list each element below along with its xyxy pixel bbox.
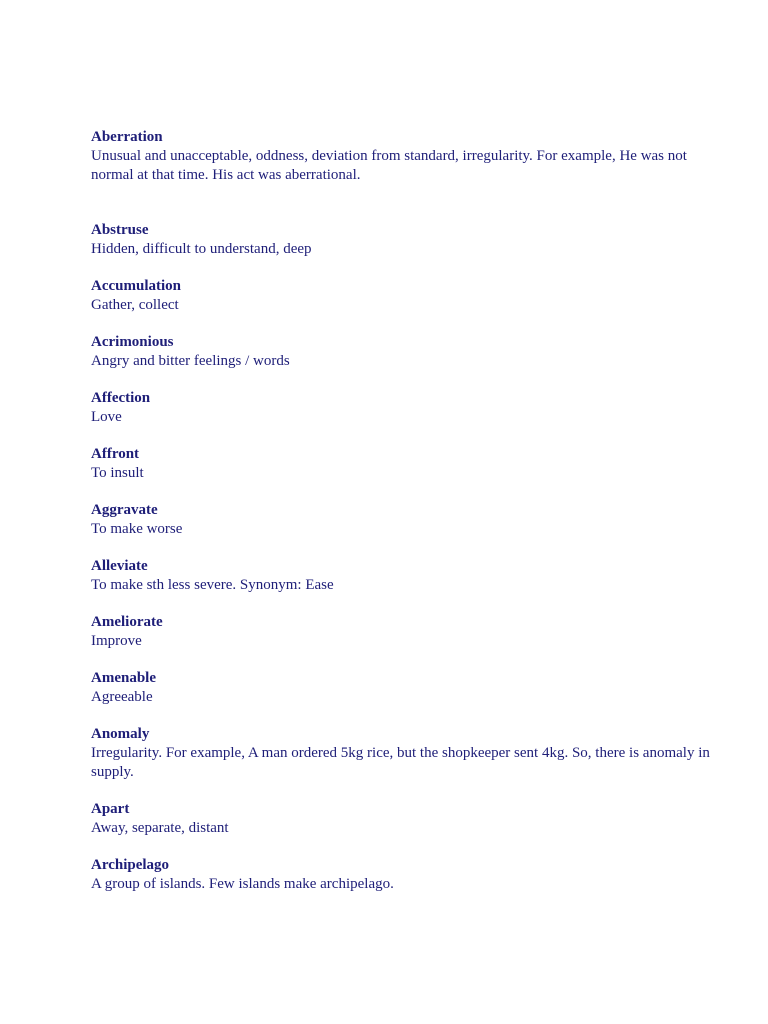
entry-affection — [91, 389, 731, 427]
entry-aberration — [91, 128, 731, 185]
term: Amenable — [91, 670, 156, 686]
term: Alleviate — [91, 558, 148, 574]
definition: Away, separate, distant — [91, 820, 229, 836]
term: Aggravate — [91, 502, 158, 518]
term: Affection — [91, 390, 151, 406]
definition: Angry and bitter feelings / words — [91, 353, 290, 369]
definition: Agreeable — [91, 689, 153, 705]
entry-accumulation — [91, 277, 731, 315]
definition: A group of islands. Few islands make archipelago. — [91, 876, 394, 892]
term: Archipelago — [91, 857, 170, 873]
term: Anomaly — [91, 726, 150, 742]
entry-aggravate — [91, 501, 731, 539]
definition: Love — [91, 409, 122, 425]
entry-apart — [91, 800, 731, 838]
definition: To insult — [91, 465, 144, 481]
term: Aberration — [91, 129, 163, 145]
definition: To make sth less severe. Synonym: Ease — [91, 577, 334, 593]
entry-acrimonious — [91, 333, 731, 371]
term: Acrimonious — [91, 334, 174, 350]
definition: Hidden, difficult to understand, deep — [91, 241, 312, 257]
definition: To make worse — [91, 521, 183, 537]
definition: Gather, collect — [91, 297, 179, 313]
entry-archipelago — [91, 856, 731, 894]
entry-affront — [91, 445, 731, 483]
definition: Irregularity. For example, A man ordered 5kg rice, but the shopkeeper sent 4kg. So, there is anomaly in supply. — [91, 745, 710, 780]
entry-anomaly — [91, 725, 731, 782]
term: Apart — [91, 801, 130, 817]
entry-alleviate — [91, 557, 731, 595]
term: Ameliorate — [91, 614, 163, 630]
definition: Improve — [91, 633, 142, 649]
term: Abstruse — [91, 222, 149, 238]
term: Affront — [91, 446, 140, 462]
entry-amenable — [91, 669, 731, 707]
definition: Unusual and unacceptable, oddness, deviation from standard, irregularity. For example, He was not normal at that time. His act was aberrational. — [91, 148, 687, 183]
term: Accumulation — [91, 278, 181, 294]
vocabulary-list — [91, 128, 731, 912]
entry-abstruse — [91, 221, 731, 259]
entry-ameliorate — [91, 613, 731, 651]
